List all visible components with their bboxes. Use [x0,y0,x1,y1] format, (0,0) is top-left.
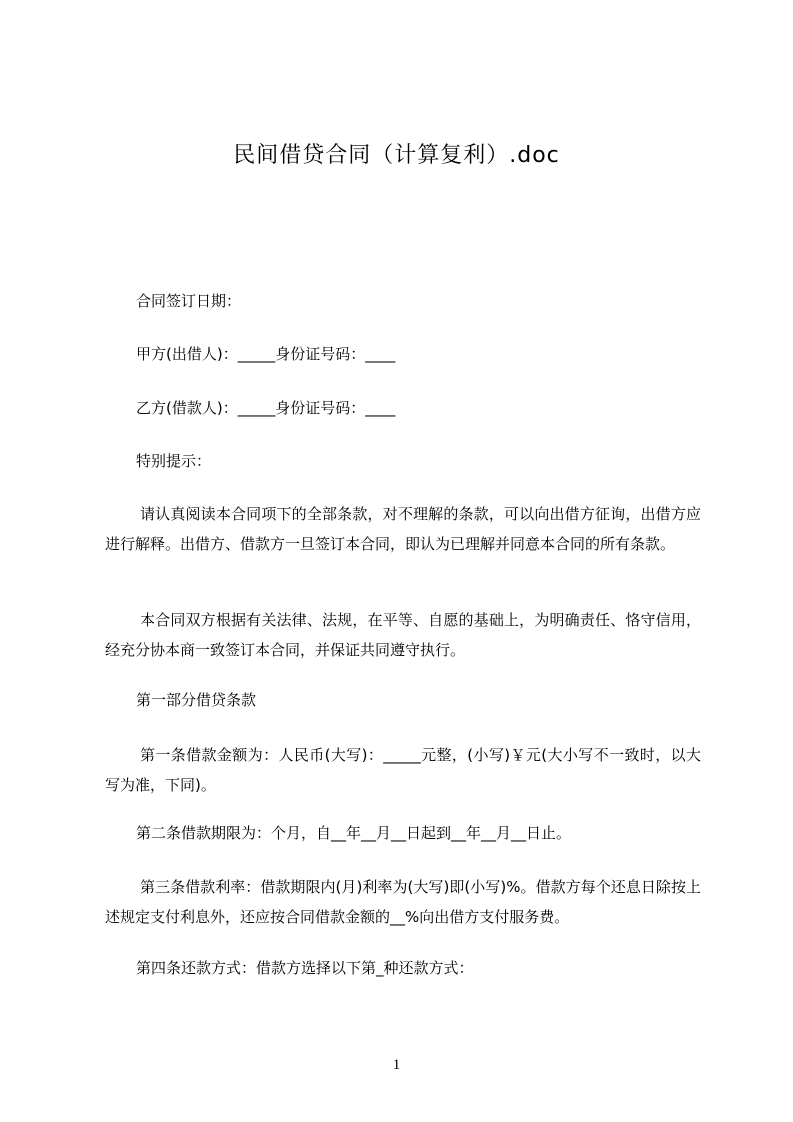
page-number: 1 [392,1057,401,1073]
notice-paragraph: 请认真阅读本合同项下的全部条款，对不理解的条款，可以向出借方征询，出借方应进行解释。出借方、借款方一旦签订本合同，即认为已理解并同意本合同的所有条款。 [105,505,701,553]
party-a-line: 甲方(出借人)：_____身份证号码：____ [136,345,396,363]
article-1-paragraph: 第一条借款金额为：人民币(大写)：_____元整，(小写)￥元(大小写不一致时，以大写为准，下同)。 [105,746,701,794]
party-b-line: 乙方(借款人)：_____身份证号码：____ [136,399,396,417]
sign-date-line: 合同签订日期： [136,292,242,310]
article-3-paragraph: 第三条借款利率：借款期限内(月)利率为(大写)即(小写)%。借款方每个还息日除按上述规定支付利息外，还应按合同借款金额的__%向出借方支付服务费。 [105,878,701,926]
document-title: 民间借贷合同（计算复利）.doc [233,143,560,168]
article-4-line: 第四条还款方式：借款方选择以下第_种还款方式： [136,959,474,977]
special-notice-heading: 特别提示： [136,452,212,470]
article-2-line: 第二条借款期限为：个月，自__年__月__日起到__年__月__日止。 [136,824,572,842]
part-one-heading: 第一部分借贷条款 [136,691,257,709]
intro-paragraph: 本合同双方根据有关法律、法规，在平等、自愿的基础上，为明确责任、恪守信用，经充分协本商一致签订本合同，并保证共同遵守执行。 [105,611,701,659]
